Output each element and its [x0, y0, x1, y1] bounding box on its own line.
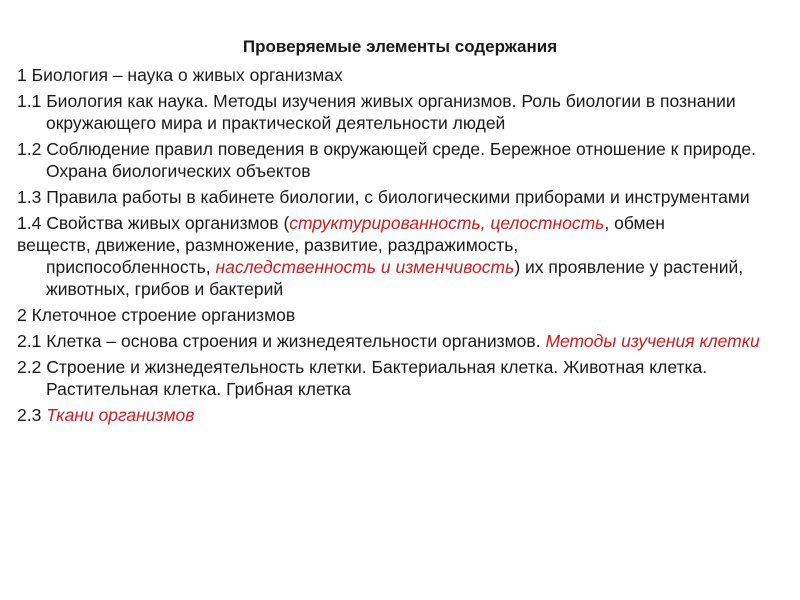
list-item-1-4-line-2: веществ, движение, размножение, развитие, раздражимость, — [17, 235, 519, 255]
list-item-1-4-highlight-a: структурированность, целостность — [289, 213, 605, 233]
list-item-2: 2 Клеточное строение организмов — [17, 305, 296, 325]
list-item-1-4-text-b: , обмен — [604, 213, 665, 233]
list-item-1-4 — [17, 212, 777, 234]
list-item-1: 1 Биология – наука о живых организмах — [17, 65, 343, 85]
list-item-1-3: 1.3 Правила работы в кабинете биологии, с биологическими приборами и инструментами — [17, 187, 750, 207]
list-item-1-4-text-a: 1.4 Свойства живых организмов ( — [17, 213, 290, 233]
content-list — [17, 64, 777, 430]
list-item-2-1 — [17, 330, 777, 352]
list-item-2-3-text: 2.3 — [17, 405, 47, 425]
page-title: Проверяемые элементы содержания — [242, 37, 558, 56]
list-item-2-3 — [17, 404, 777, 426]
list-item-1-4-text-d: ) их проявление у растений, животных, грибов и бактерий — [46, 257, 744, 299]
list-item-1-4-line-3 — [17, 256, 777, 300]
list-item-1-2: 1.2 Соблюдение правил поведения в окружающей среде. Бережное отношение к природе. Охрана биологических объектов — [17, 139, 756, 181]
list-item-1-4-highlight-b: наследственность и изменчивость — [215, 257, 515, 277]
list-item-2-3-highlight: Ткани организмов — [46, 405, 195, 425]
list-item-1-1: 1.1 Биология как наука. Методы изучения живых организмов. Роль биологии в познании окружающего мира и практической деятельности людей — [17, 91, 736, 133]
list-item-2-1-highlight: Методы изучения клетки — [545, 331, 760, 351]
list-item-1-4-text-c: приспособленность, — [46, 257, 216, 277]
list-item-2-2: 2.2 Строение и жизнедеятельность клетки. Бактериальная клетка. Животная клетка. Растительная клетка. Грибная клетка — [17, 357, 708, 399]
list-item-2-1-text: 2.1 Клетка – основа строения и жизнедеятельности организмов. — [17, 331, 546, 351]
